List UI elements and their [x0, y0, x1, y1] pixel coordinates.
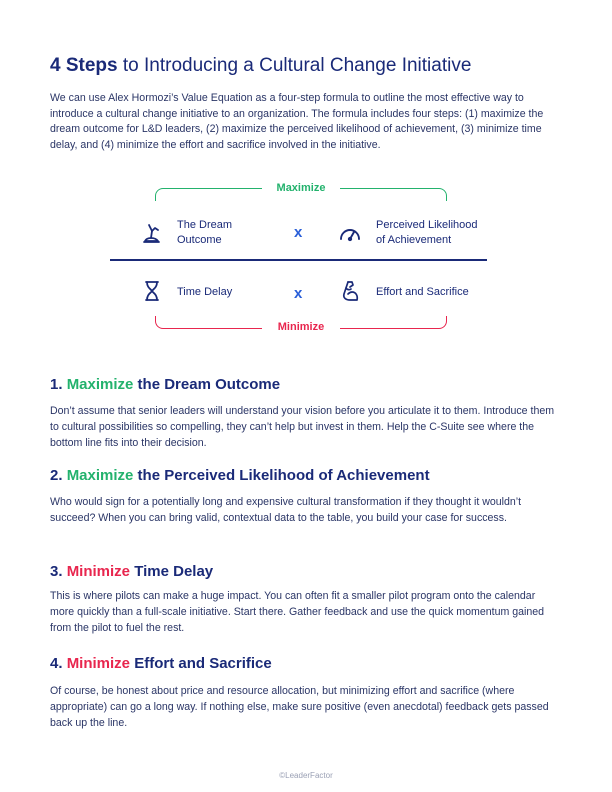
lamp-icon	[140, 222, 164, 246]
likelihood-line1: Perceived Likelihood	[376, 219, 478, 231]
likelihood-line2: of Achievement	[376, 233, 452, 246]
page-title	[50, 55, 471, 77]
section-1-text: Don’t assume that senior leaders will understand your vision before you articulate it to them. Introduce them to cultural possibilities so compelling, they can’t help but invest in them. Help the C-Suite see where the bottom line fits into their decision.	[50, 405, 555, 450]
section-3-text: This is where pilots can make a huge impact. You can often fit a smaller pilot program onto the calendar more quickly than a full-scale initiative. Start there. Gather feedback and use the quick momentum gained from the pilot to fuel the rest.	[50, 590, 545, 635]
section-2-verb: Maximize	[66, 467, 134, 484]
times-symbol-bottom: x	[294, 285, 303, 302]
title-rest: to Introducing a Cultural Change Initiative	[117, 55, 472, 76]
maximize-label: Maximize	[262, 182, 340, 194]
section-2-text: Who would sign for a potentially long and expensive cultural transformation if they thought it wouldn’t succeed? When you can bring valid, contextual data to the table, you build your case for success.	[50, 496, 522, 525]
time-delay-label: Time Delay	[177, 286, 233, 298]
hourglass-icon	[140, 279, 164, 303]
section-4-number: 4.	[50, 655, 63, 672]
likelihood-label	[376, 218, 478, 247]
footer-logo: ©LeaderFactor	[279, 771, 333, 780]
section-2-number: 2.	[50, 467, 63, 484]
flexed-arm-icon	[338, 279, 362, 303]
section-4-title: Effort and Sacrifice	[130, 655, 272, 672]
effort-label: Effort and Sacrifice	[376, 286, 469, 298]
minimize-label: Minimize	[262, 321, 340, 333]
section-4-verb: Minimize	[66, 655, 131, 672]
dream-outcome-label	[177, 218, 232, 247]
section-3-number: 3.	[50, 563, 63, 580]
section-4-text: Of course, be honest about price and resource allocation, but minimizing effort and sacrifice (where appropriate) can go a long way. If nothing else, make sure positive (even anecdotal) feedback gets passed back up the line.	[50, 685, 549, 730]
section-3-verb: Minimize	[66, 563, 131, 580]
section-1-verb: Maximize	[66, 376, 134, 393]
gauge-icon	[338, 222, 362, 246]
intro-paragraph: We can use Alex Hormozi’s Value Equation as a four-step formula to outline the most effective way to introduce a cultural change initiative to an organization. The formula includes four steps: (1) maximize the dream outcome for L&D leaders, (2) maximize the perceived likelihood of achievement, (3) minimize time delay, and (4) minimize the effort and sacrifice involved in the initiative.	[50, 92, 544, 151]
section-1-title: the Dream Outcome	[133, 376, 281, 393]
title-bold: 4 Steps	[50, 55, 118, 76]
section-3-title: Time Delay	[130, 563, 214, 580]
section-4-heading	[50, 655, 272, 672]
section-2-heading	[50, 467, 430, 484]
dream-outcome-line1: The Dream	[177, 219, 233, 231]
times-symbol-top: x	[294, 224, 303, 241]
dream-outcome-line2: Outcome	[177, 233, 222, 246]
section-1-heading	[50, 376, 280, 393]
fraction-divider	[110, 259, 487, 261]
section-1-number: 1.	[50, 376, 63, 393]
section-2-title: the Perceived Likelihood of Achievement	[133, 467, 430, 484]
section-3-heading	[50, 563, 213, 580]
